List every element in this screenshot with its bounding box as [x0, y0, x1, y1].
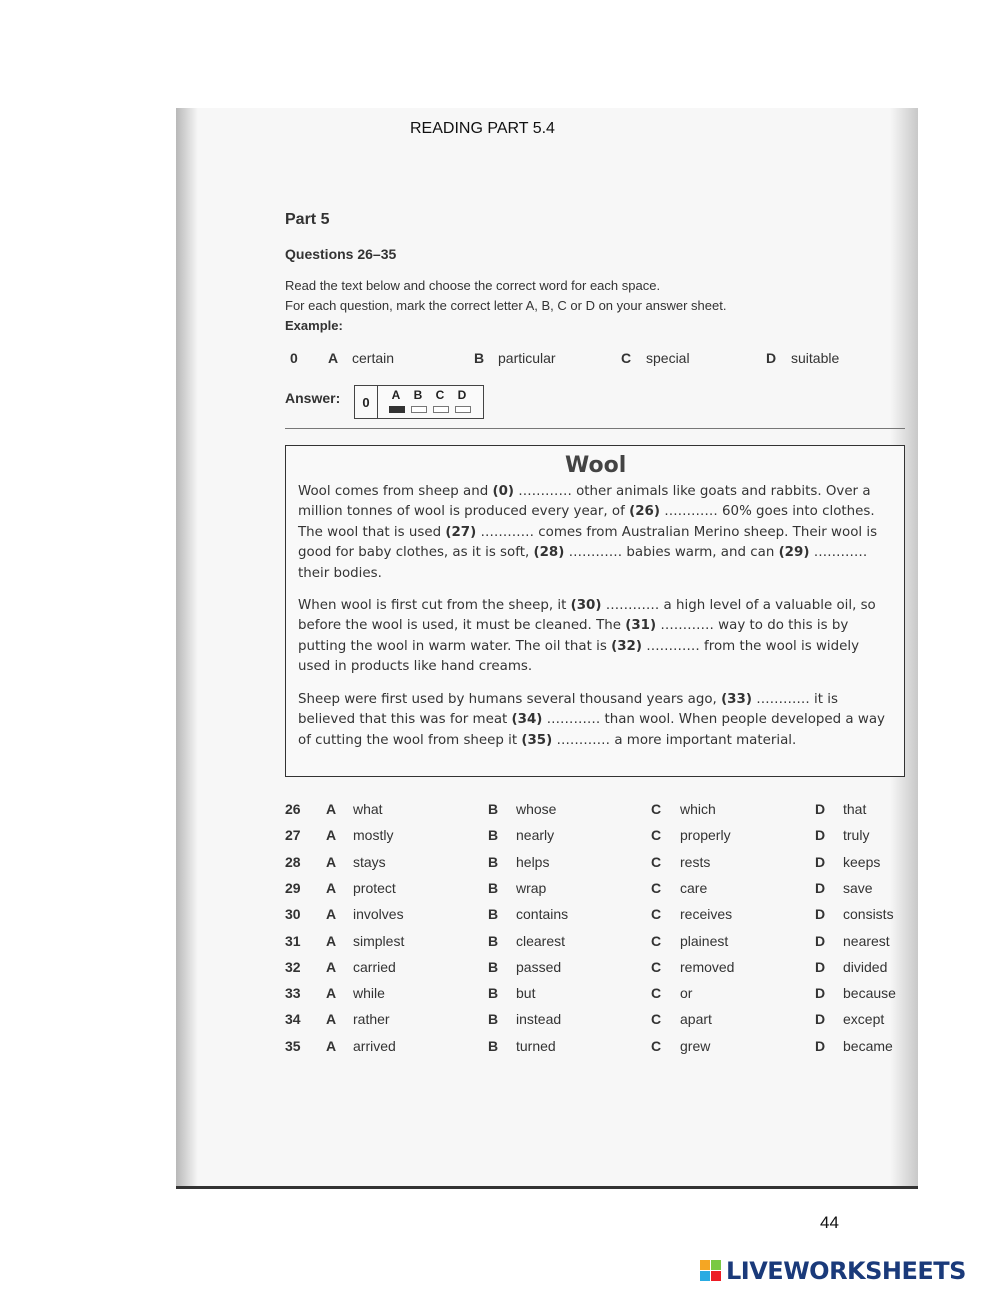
- text-title: Wool: [565, 453, 627, 478]
- option-a: mostly: [353, 827, 394, 844]
- answer-mark-b: [411, 406, 427, 413]
- gap-number: (34): [511, 712, 543, 728]
- paragraph-2: [298, 596, 888, 678]
- option-b: but: [516, 985, 536, 1002]
- option-b: instead: [516, 1011, 562, 1028]
- question-number: 35: [285, 1037, 301, 1054]
- paragraph-text: ………… babies warm, and can: [564, 545, 779, 561]
- paragraph-text: ………… it is believed that this was for meat: [298, 692, 838, 728]
- option-letter-d: D: [815, 853, 826, 870]
- option-letter-b: B: [488, 958, 499, 975]
- option-letter-a: A: [326, 1037, 337, 1054]
- option-letter-a: A: [326, 932, 337, 949]
- gap-number: (32): [611, 638, 642, 654]
- question-number: 34: [285, 1011, 301, 1028]
- option-c: properly: [680, 827, 731, 844]
- option-d: became: [843, 1037, 893, 1054]
- page-shadow-left: [176, 108, 198, 1186]
- option-letter-d: D: [815, 879, 826, 896]
- option-letter-b: B: [488, 1037, 499, 1054]
- page-number: 44: [820, 1213, 839, 1232]
- option-b: clearest: [516, 932, 566, 949]
- example-number: 0: [290, 350, 298, 366]
- option-d: nearest: [843, 932, 890, 949]
- option-letter-b: B: [488, 801, 499, 817]
- option-letter-d: D: [815, 801, 826, 817]
- option-letter-b: B: [488, 827, 499, 844]
- option-letter-c: C: [651, 932, 662, 949]
- paragraph-text: ………… their bodies.: [298, 545, 868, 581]
- option-c: or: [680, 985, 693, 1002]
- question-number: 27: [285, 827, 301, 844]
- paragraph-text: Wool comes from sheep and: [298, 484, 493, 499]
- option-d: divided: [843, 958, 888, 975]
- option-d: because: [843, 985, 896, 1002]
- option-letter-d: D: [815, 958, 826, 975]
- option-letter-c: C: [651, 801, 662, 817]
- paragraph-1: [298, 482, 888, 584]
- logo-text: LIVEWORKSHEETS: [726, 1257, 966, 1285]
- option-letter-d: D: [815, 1037, 826, 1054]
- logo-blocks-icon: [700, 1260, 722, 1282]
- answer-mark-d: [455, 406, 471, 413]
- option-d: except: [843, 1011, 885, 1028]
- answer-letter-b: B: [413, 388, 423, 402]
- option-b: wrap: [516, 879, 547, 896]
- example-option-c: special: [646, 350, 690, 366]
- divider: [285, 428, 905, 429]
- gap-number: (0): [492, 484, 515, 499]
- option-letter-a: A: [326, 906, 337, 923]
- paragraph-text: ………… other animals like goats and rabbits. Over a million tonnes of wool is produced every year, of: [298, 484, 871, 520]
- question-number: 28: [285, 853, 301, 870]
- option-a: carried: [353, 958, 396, 975]
- paragraph-text: ………… from the wool is widely used in products like hand creams.: [298, 638, 860, 675]
- example-option-d: suitable: [791, 350, 840, 366]
- gap-number: (28): [533, 545, 565, 561]
- example-label: Example:: [285, 318, 343, 333]
- paragraph-text: ………… than wool. When people developed a way of cutting the wool from sheep it: [298, 712, 885, 748]
- option-c: which: [680, 801, 716, 817]
- answer-mark-a: [389, 406, 405, 413]
- example-option-b: particular: [498, 350, 556, 366]
- questions-heading: Questions 26–35: [285, 246, 397, 262]
- gap-number: (30): [570, 598, 602, 613]
- option-b: turned: [516, 1037, 556, 1054]
- instruction-line-1: Read the text below and choose the correct word for each space.: [285, 278, 661, 293]
- option-c: apart: [680, 1011, 712, 1028]
- example-letter-d: D: [766, 350, 777, 366]
- option-a: simplest: [353, 932, 405, 949]
- answer-letter-c: C: [435, 388, 445, 402]
- option-letter-d: D: [815, 985, 826, 1002]
- option-letter-c: C: [651, 906, 662, 923]
- page-title: READING PART 5.4: [410, 120, 555, 137]
- paragraph-3: [298, 690, 888, 751]
- option-letter-b: B: [488, 853, 499, 870]
- option-a: involves: [353, 906, 404, 923]
- question-number: 29: [285, 879, 301, 896]
- option-a: protect: [353, 879, 396, 896]
- option-b: passed: [516, 958, 562, 975]
- gap-number: (33): [721, 692, 752, 707]
- instruction-line-2: For each question, mark the correct letter A, B, C or D on your answer sheet.: [285, 298, 727, 313]
- option-c: care: [680, 879, 708, 896]
- option-letter-c: C: [651, 827, 662, 844]
- option-letter-c: C: [651, 853, 662, 870]
- option-letter-d: D: [815, 827, 826, 844]
- option-letter-a: A: [326, 801, 337, 817]
- option-letter-c: C: [651, 1011, 662, 1028]
- option-letter-b: B: [488, 1011, 499, 1028]
- option-a: while: [353, 985, 385, 1002]
- option-a: what: [353, 801, 383, 817]
- option-letter-b: B: [488, 932, 499, 949]
- option-letter-a: A: [326, 853, 337, 870]
- question-number: 31: [285, 932, 301, 949]
- answer-number: 0: [355, 386, 378, 418]
- option-letter-d: D: [815, 1011, 826, 1028]
- option-c: grew: [680, 1037, 711, 1054]
- gap-number: (35): [521, 732, 553, 748]
- option-letter-d: D: [815, 932, 826, 949]
- option-letter-a: A: [326, 827, 337, 844]
- option-letter-a: A: [326, 958, 337, 975]
- paragraph-text: When wool is first cut from the sheep, it: [298, 598, 571, 613]
- option-letter-a: A: [326, 985, 337, 1002]
- option-d: consists: [843, 906, 894, 923]
- option-letter-c: C: [651, 879, 662, 896]
- option-d: save: [843, 879, 873, 896]
- option-letter-d: D: [815, 906, 826, 923]
- question-number: 26: [285, 801, 301, 817]
- answer-label: Answer:: [285, 390, 341, 406]
- example-letter-b: B: [474, 350, 485, 366]
- option-a: arrived: [353, 1037, 396, 1054]
- option-a: stays: [353, 853, 386, 870]
- option-letter-c: C: [651, 985, 662, 1002]
- option-letter-c: C: [651, 958, 662, 975]
- question-number: 32: [285, 958, 301, 975]
- option-letter-c: C: [651, 1037, 662, 1054]
- gap-number: (27): [445, 524, 477, 540]
- option-b: contains: [516, 906, 569, 923]
- option-c: plainest: [680, 932, 729, 949]
- option-c: removed: [680, 958, 735, 975]
- question-number: 33: [285, 985, 301, 1002]
- option-b: nearly: [516, 827, 555, 844]
- part-heading: Part 5: [285, 211, 330, 228]
- option-d: that: [843, 801, 867, 817]
- paragraph-text: Sheep were first used by humans several thousand years ago,: [298, 692, 722, 707]
- option-letter-a: A: [326, 879, 337, 896]
- gap-number: (26): [629, 504, 660, 520]
- paragraph-text: ………… 60% goes into clothes. The wool that is used: [298, 504, 875, 540]
- paragraph-text: ………… a high level of a valuable oil, so before the wool is used, it must be cleaned. The: [298, 598, 876, 634]
- example-letter-c: C: [621, 350, 632, 366]
- option-d: keeps: [843, 853, 881, 870]
- paragraph-text: ………… way to do this is by putting the wool in warm water. The oil that is: [298, 618, 849, 654]
- option-c: receives: [680, 906, 733, 923]
- example-option-a: certain: [352, 350, 395, 366]
- option-b: whose: [516, 801, 557, 817]
- answer-mark-c: [433, 406, 449, 413]
- option-letter-b: B: [488, 906, 499, 923]
- liveworksheets-logo: [700, 1256, 966, 1286]
- paragraph-text: ………… comes from Australian Merino sheep. Their wool is good for baby clothes, as it is soft,: [298, 524, 878, 561]
- option-b: helps: [516, 853, 550, 870]
- example-answer-box: [354, 385, 484, 419]
- option-letter-b: B: [488, 879, 499, 896]
- option-letter-b: B: [488, 985, 499, 1002]
- example-letter-a: A: [328, 350, 339, 366]
- answer-letter-a: A: [391, 388, 401, 402]
- option-letter-a: A: [326, 1011, 337, 1028]
- answer-letter-d: D: [457, 388, 467, 402]
- option-d: truly: [843, 827, 870, 844]
- paragraph-text: ………… a more important material.: [552, 732, 797, 748]
- option-c: rests: [680, 853, 711, 870]
- option-a: rather: [353, 1011, 390, 1028]
- gap-number: (29): [778, 545, 810, 561]
- gap-number: (31): [625, 618, 657, 634]
- question-number: 30: [285, 906, 301, 923]
